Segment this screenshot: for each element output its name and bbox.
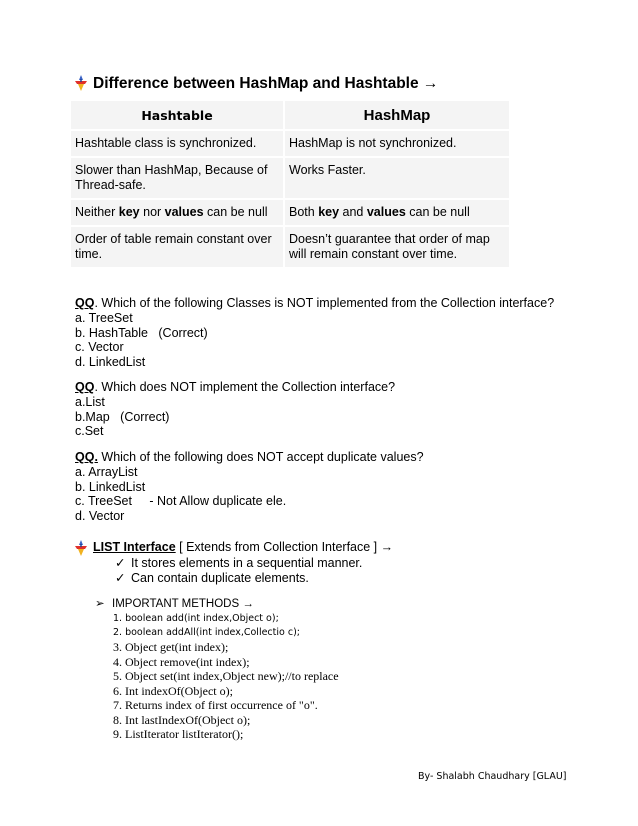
- table-row: [71, 227, 509, 267]
- quiz-option: d. Vector: [75, 509, 125, 524]
- method-item: 1. boolean add(int index,Object o);: [113, 613, 279, 624]
- method-item: 3. Object get(int index);: [113, 640, 229, 654]
- author-footer: By- Shalabh Chaudhary [GLAU]: [418, 771, 567, 782]
- quiz-question-block: [75, 450, 424, 524]
- check-item: ✓ Can contain duplicate elements.: [115, 571, 309, 585]
- table-row: [71, 131, 509, 156]
- pushpin-icon: [73, 75, 89, 91]
- quiz-question: QQ. Which does NOT implement the Collection interface?: [75, 380, 396, 394]
- table-cell: HashMap is not synchronized.: [285, 131, 509, 156]
- table-cell: Both key and values can be null: [285, 200, 509, 225]
- method-item: 8. Int lastIndexOf(Object o);: [113, 713, 251, 727]
- table-row: [71, 200, 509, 225]
- section-title: Difference between HashMap and Hashtable →: [93, 75, 439, 92]
- method-item: 5. Object set(int index,Object new);//to replace: [113, 669, 339, 683]
- quiz-option: b.Map (Correct): [75, 409, 170, 424]
- comparison-table: [69, 99, 511, 269]
- list-interface-title: LIST Interface: [93, 540, 176, 554]
- table-cell: Neither key nor values can be null: [71, 200, 283, 225]
- checkmark-icon: ✓: [115, 571, 126, 585]
- check-item: ✓ It stores elements in a sequential manner.: [115, 556, 363, 570]
- method-item: 2. boolean addAll(int index,Collectio c);: [113, 627, 300, 638]
- table-cell: Doesn’t guarantee that order of map will remain constant over time.: [285, 227, 509, 267]
- quiz-question: QQ. Which of the following does NOT accept duplicate values?: [75, 450, 424, 464]
- quiz-option: c. Vector: [75, 340, 124, 355]
- quiz-question: QQ. Which of the following Classes is NOT implemented from the Collection interface?: [75, 296, 555, 310]
- quiz-question-block: [75, 296, 554, 370]
- method-item: 6. Int indexOf(Object o);: [113, 684, 233, 698]
- quiz-tag: QQ.: [75, 450, 98, 464]
- list-interface-subtitle: [ Extends from Collection Interface ] →: [175, 540, 394, 554]
- table-cell: Order of table remain constant over time.: [71, 227, 283, 267]
- column-header-hashmap: HashMap: [285, 101, 509, 129]
- pushpin-icon: [73, 540, 89, 556]
- table-row: [71, 158, 509, 198]
- quiz-question-block: [75, 380, 395, 439]
- table-cell: Hashtable class is synchronized.: [71, 131, 283, 156]
- method-item: 4. Object remove(int index);: [113, 655, 250, 669]
- method-item: 9. ListIterator listIterator();: [113, 727, 244, 741]
- quiz-option: a.List: [75, 394, 105, 409]
- quiz-option: b. HashTable (Correct): [75, 325, 208, 340]
- quiz-option: a. ArrayList: [75, 464, 138, 479]
- list-interface-heading: [93, 540, 393, 555]
- quiz-option: b. LinkedList: [75, 479, 146, 494]
- quiz-option: a. TreeSet: [75, 310, 133, 325]
- table-cell: Slower than HashMap, Because of Thread-safe.: [71, 158, 283, 198]
- table-cell: Works Faster.: [285, 158, 509, 198]
- column-header-hashtable: Hashtable: [71, 101, 283, 129]
- checkmark-icon: ✓: [115, 556, 126, 570]
- quiz-option: c.Set: [75, 424, 104, 439]
- quiz-tag: QQ: [75, 380, 95, 394]
- arrow-bullet-icon: ➢: [95, 598, 105, 610]
- methods-heading: ➢ IMPORTANT METHODS →: [95, 598, 254, 610]
- method-item: 7. Returns index of first occurrence of "o".: [113, 698, 318, 712]
- quiz-option: c. TreeSet - Not Allow duplicate ele.: [75, 494, 287, 509]
- quiz-option: d. LinkedList: [75, 355, 146, 370]
- quiz-tag: QQ: [75, 296, 95, 310]
